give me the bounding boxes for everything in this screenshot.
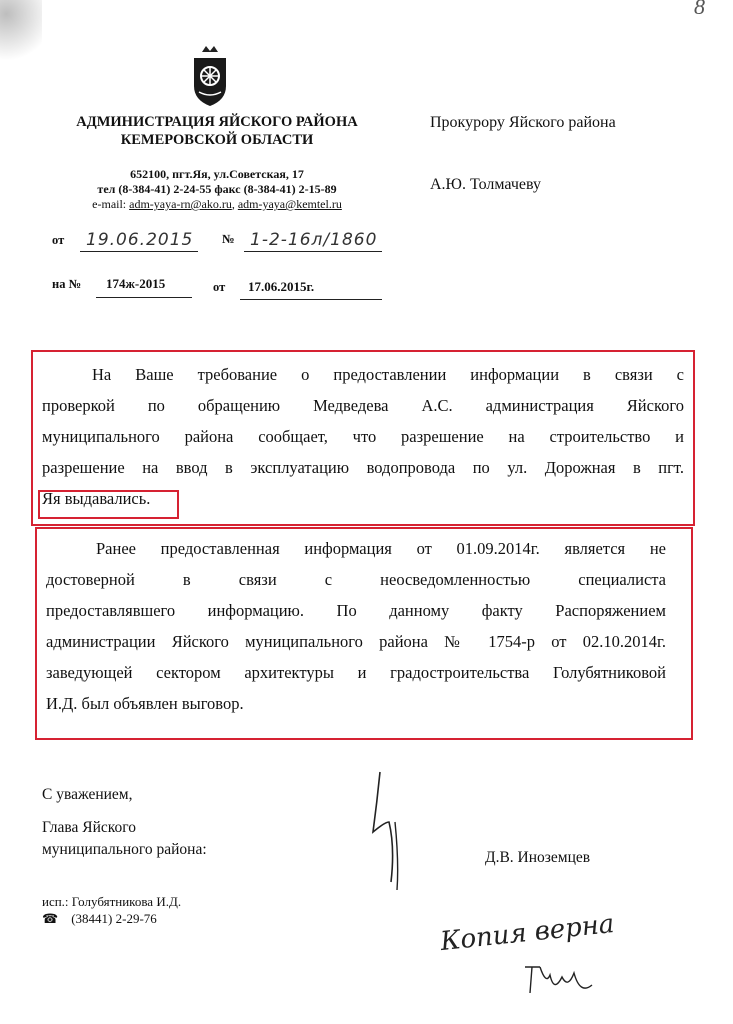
executor-phone: (38441) 2-29-76 <box>71 911 157 926</box>
incoming-date: 17.06.2015г. <box>248 279 315 294</box>
outgoing-from-label: от <box>52 233 65 247</box>
outgoing-number-label: № <box>222 232 235 246</box>
paragraph-1-line: муниципального района сообщает, что разрешение на строительство и <box>42 427 684 446</box>
signer-title-line1: Глава Яйского <box>42 819 137 836</box>
email-link-1[interactable]: adm-yaya-rn@ako.ru <box>129 197 232 211</box>
email-label: e-mail: <box>92 197 130 211</box>
paragraph-2-line: предоставлявшего информацию. По данному факту Распоряжением <box>46 601 666 620</box>
executor-name: исп.: Голубятникова И.Д. <box>42 894 182 909</box>
recipient-title: Прокурору Яйского района <box>430 114 616 131</box>
email-link-2[interactable]: adm-yaya@kemtel.ru <box>237 197 342 211</box>
phone-icon: ☎ <box>42 911 59 926</box>
recipient-name: А.Ю. Толмачеву <box>430 176 541 193</box>
closing-regards: С уважением, <box>42 786 133 803</box>
incoming-number-label: на № <box>52 277 82 291</box>
paragraph-2-line: администрации Яйского муниципального района № 1754-р от 02.10.2014г. <box>46 632 666 651</box>
signer-name: Д.В. Иноземцев <box>485 849 591 866</box>
org-phones: тел (8-384-41) 2-24-55 факс (8-384-41) 2-15-89 <box>97 182 337 196</box>
outgoing-number-line <box>244 251 382 252</box>
paragraph-2-line: заведующей сектором архитектуры и градостроительства Голубятниковой <box>46 663 666 682</box>
outgoing-date: 19.06.2015 <box>86 230 194 250</box>
org-name-line1: АДМИНИСТРАЦИЯ ЯЙСКОГО РАЙОНА <box>76 114 358 130</box>
outgoing-number: 1-2-16л/1860 <box>250 230 378 250</box>
highlighted-phrase: Яя выдавались. <box>42 489 151 508</box>
executor-phone-row <box>42 910 157 928</box>
copy-certified-note: Копия верна <box>438 908 616 958</box>
paragraph-1-line: проверкой по обращению Медведева А.С. администрация Яйского <box>42 396 684 415</box>
paragraph-2-line: Ранее предоставленная информация от 01.09.2014г. является не <box>96 539 666 558</box>
paragraph-1-line: На Ваше требование о предоставлении информации в связи с <box>92 365 684 384</box>
incoming-number: 174ж-2015 <box>106 276 166 291</box>
signature-mark <box>355 762 435 892</box>
paragraph-1-line: разрешение на ввод в эксплуатацию водопровода по ул. Дорожная в пгт. <box>42 458 684 477</box>
paragraph-2-last-line: И.Д. был объявлен выговор. <box>46 694 244 713</box>
copy-note-signature <box>520 955 600 1000</box>
org-email <box>62 197 372 212</box>
page-number-mark: 8 <box>694 0 705 19</box>
incoming-number-line <box>96 297 192 298</box>
paragraph-2-line: достоверной в связи с неосведомленностью специалиста <box>46 570 666 589</box>
incoming-date-line <box>240 299 382 300</box>
scan-shadow <box>0 0 42 70</box>
org-name-line2: КЕМЕРОВСКОЙ ОБЛАСТИ <box>120 132 314 148</box>
highlight-box-phrase <box>38 490 179 519</box>
paragraph-2 <box>46 533 666 719</box>
signer-title-line2: муниципального района: <box>42 841 207 858</box>
incoming-from-label: от <box>213 280 226 294</box>
email-separator: , <box>231 197 238 211</box>
outgoing-date-line <box>80 251 198 252</box>
org-address: 652100, пгт.Яя, ул.Советская, 17 <box>130 167 304 181</box>
coat-of-arms-emblem <box>190 46 230 108</box>
